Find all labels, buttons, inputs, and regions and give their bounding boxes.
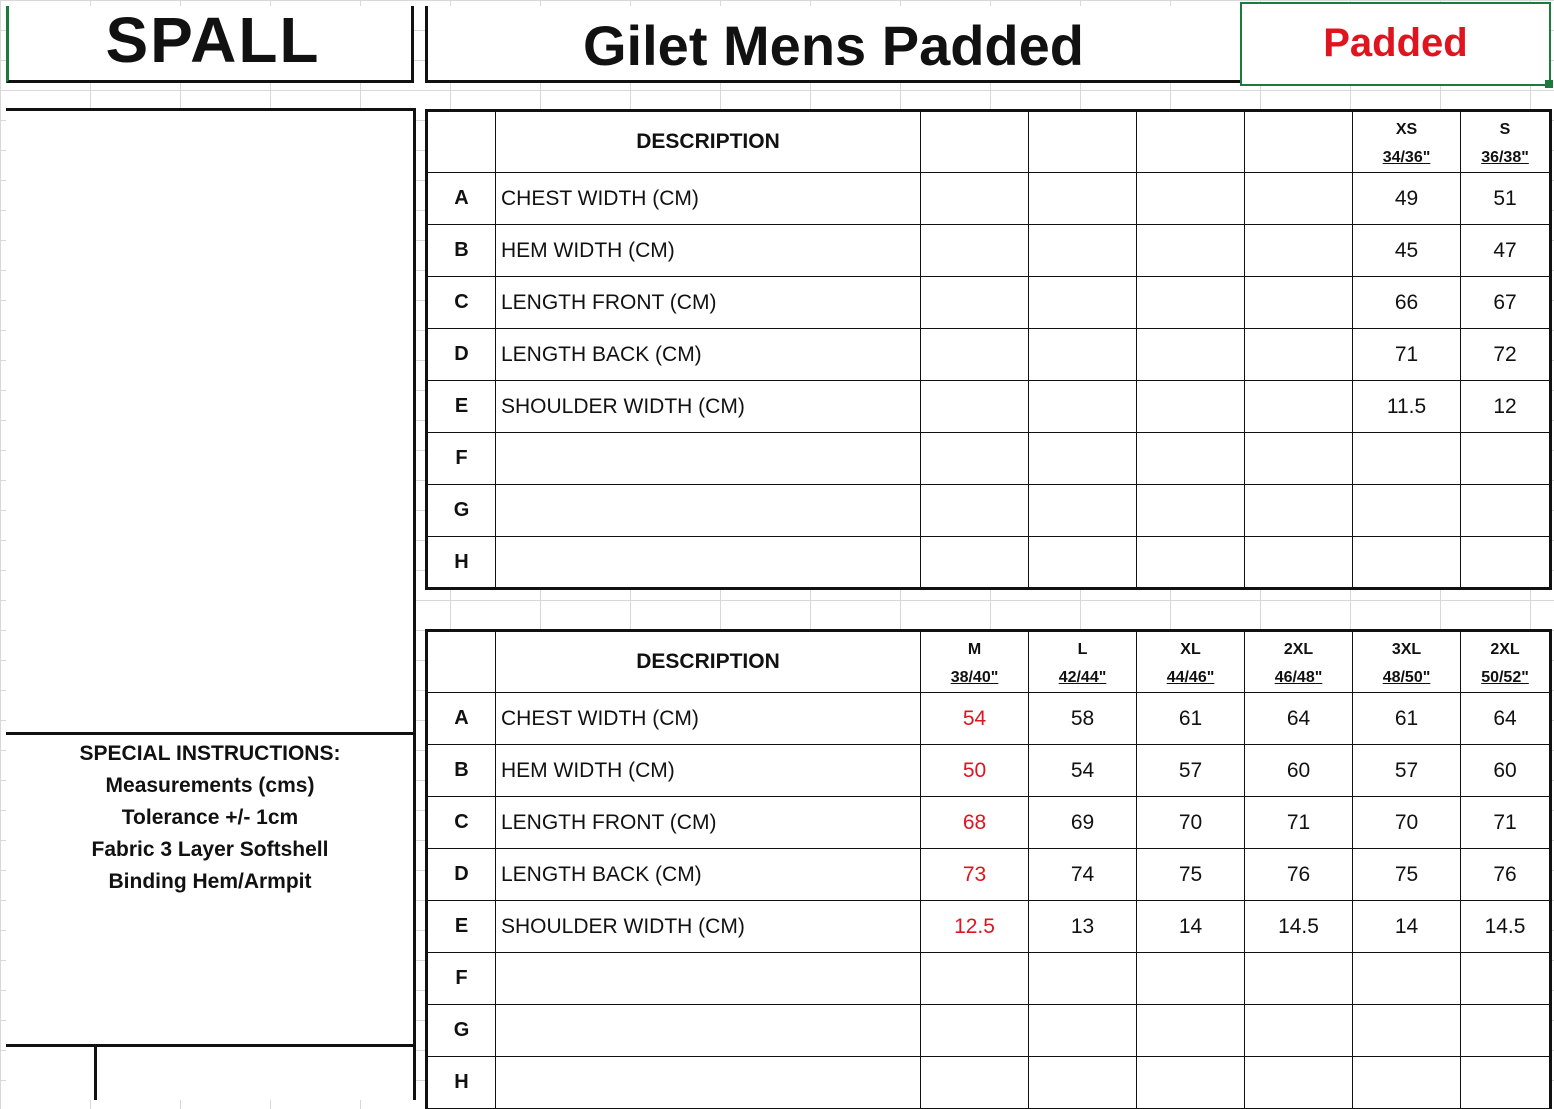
table-cell[interactable] <box>427 631 496 693</box>
measurement-cell[interactable]: 75 <box>1353 849 1461 901</box>
measurement-cell[interactable] <box>1029 1057 1137 1109</box>
row-description[interactable]: HEM WIDTH (CM) <box>496 225 921 277</box>
row-description[interactable] <box>496 433 921 485</box>
size-header[interactable] <box>1461 631 1551 693</box>
measurement-cell[interactable]: 12 <box>1461 381 1551 433</box>
instructions-heading: SPECIAL INSTRUCTIONS: <box>79 742 341 765</box>
row-description[interactable]: LENGTH BACK (CM) <box>496 849 921 901</box>
size-header[interactable] <box>921 111 1029 173</box>
measurement-cell[interactable] <box>1245 381 1353 433</box>
measurement-cell[interactable] <box>1353 1005 1461 1057</box>
fit-label: 36/38" <box>1481 149 1529 166</box>
table-row <box>427 277 1551 329</box>
fit-label: 48/50" <box>1382 669 1431 686</box>
measurement-cell[interactable] <box>1137 225 1245 277</box>
row-letter[interactable]: D <box>427 329 496 381</box>
description-header[interactable]: DESCRIPTION <box>496 111 921 173</box>
special-instructions <box>6 738 414 898</box>
measurement-cell[interactable] <box>1029 1005 1137 1057</box>
measurement-cell[interactable]: 71 <box>1461 797 1551 849</box>
size-header[interactable] <box>1029 111 1137 173</box>
row-letter[interactable]: E <box>427 901 496 953</box>
row-description[interactable] <box>496 953 921 1005</box>
table-row <box>427 901 1551 953</box>
table-row <box>427 381 1551 433</box>
measurement-cell[interactable] <box>1137 433 1245 485</box>
measurement-cell[interactable] <box>921 225 1029 277</box>
table-row <box>427 433 1551 485</box>
size-table-large <box>425 629 1552 1109</box>
instruction-line: Measurements (cms) <box>105 774 315 797</box>
table-row <box>427 329 1551 381</box>
measurement-cell[interactable] <box>1029 537 1137 589</box>
size-header[interactable] <box>1137 111 1245 173</box>
measurement-cell[interactable] <box>921 173 1029 225</box>
table-row <box>427 693 1551 745</box>
logo-text: SPALL <box>105 10 321 70</box>
measurement-cell[interactable] <box>1029 173 1137 225</box>
measurement-cell[interactable]: 45 <box>1353 225 1461 277</box>
measurement-cell[interactable] <box>1137 329 1245 381</box>
row-letter[interactable]: B <box>427 745 496 797</box>
row-letter[interactable]: F <box>427 433 496 485</box>
measurement-cell[interactable]: 76 <box>1245 849 1353 901</box>
measurement-cell[interactable]: 14 <box>1353 901 1461 953</box>
table-row <box>427 1057 1551 1109</box>
measurement-cell[interactable]: 14 <box>1137 901 1245 953</box>
measurement-cell[interactable] <box>1137 953 1245 1005</box>
divider <box>6 732 416 735</box>
table-header-row <box>427 631 1551 693</box>
measurement-cell[interactable]: 70 <box>1137 797 1245 849</box>
instruction-line: Tolerance +/- 1cm <box>121 806 299 829</box>
measurement-cell[interactable] <box>1245 485 1353 537</box>
padded-tag: Padded <box>1323 21 1468 65</box>
measurement-cell[interactable]: 60 <box>1245 745 1353 797</box>
table-row <box>427 953 1551 1005</box>
measurement-cell[interactable] <box>1137 1057 1245 1109</box>
size-header[interactable] <box>1245 631 1353 693</box>
size-label: 2XL <box>1490 641 1520 658</box>
row-letter[interactable]: E <box>427 381 496 433</box>
row-description[interactable]: CHEST WIDTH (CM) <box>496 173 921 225</box>
measurement-cell[interactable] <box>1137 381 1245 433</box>
fit-label: 50/52" <box>1481 669 1529 686</box>
size-header[interactable] <box>1461 111 1551 173</box>
measurement-cell[interactable] <box>1461 537 1551 589</box>
measurement-cell[interactable]: 54 <box>921 693 1029 745</box>
measurement-cell[interactable] <box>1137 1005 1245 1057</box>
table-row <box>427 745 1551 797</box>
row-description[interactable]: LENGTH FRONT (CM) <box>496 277 921 329</box>
table-header-row <box>427 111 1551 173</box>
table-row <box>427 537 1551 589</box>
measurement-cell[interactable] <box>1245 1005 1353 1057</box>
measurement-cell[interactable] <box>1245 225 1353 277</box>
measurement-cell[interactable]: 12.5 <box>921 901 1029 953</box>
measurement-cell[interactable] <box>1245 329 1353 381</box>
measurement-cell[interactable] <box>1353 485 1461 537</box>
measurement-cell[interactable] <box>1245 537 1353 589</box>
fill-handle[interactable] <box>1545 80 1553 88</box>
measurement-cell[interactable] <box>1461 1057 1551 1109</box>
size-label: XS <box>1395 121 1418 138</box>
row-description[interactable]: LENGTH BACK (CM) <box>496 329 921 381</box>
measurement-cell[interactable] <box>1461 953 1551 1005</box>
measurement-cell[interactable] <box>1137 485 1245 537</box>
row-description[interactable]: LENGTH FRONT (CM) <box>496 797 921 849</box>
fit-label: 46/48" <box>1274 669 1323 686</box>
measurement-cell[interactable] <box>1029 329 1137 381</box>
measurement-cell[interactable] <box>1245 953 1353 1005</box>
measurement-cell[interactable] <box>1029 433 1137 485</box>
measurement-cell[interactable] <box>1353 953 1461 1005</box>
row-description[interactable] <box>496 1005 921 1057</box>
measurement-cell[interactable] <box>921 953 1029 1005</box>
table-row <box>427 485 1551 537</box>
table-row <box>427 173 1551 225</box>
measurement-cell[interactable]: 58 <box>1029 693 1137 745</box>
measurement-cell[interactable] <box>1245 1057 1353 1109</box>
size-label: S <box>1499 121 1511 138</box>
measurement-cell[interactable]: 73 <box>921 849 1029 901</box>
spall-logo <box>38 10 388 70</box>
measurement-cell[interactable] <box>921 381 1029 433</box>
row-letter[interactable]: H <box>427 1057 496 1109</box>
measurement-cell[interactable] <box>1245 433 1353 485</box>
measurement-cell[interactable]: 64 <box>1245 693 1353 745</box>
measurement-cell[interactable] <box>921 485 1029 537</box>
measurement-cell[interactable]: 11.5 <box>1353 381 1461 433</box>
fit-label: 42/44" <box>1058 669 1107 686</box>
measurement-cell[interactable]: 67 <box>1461 277 1551 329</box>
divider <box>94 1044 97 1100</box>
measurement-cell[interactable] <box>921 329 1029 381</box>
size-header[interactable] <box>1353 111 1461 173</box>
measurement-cell[interactable]: 49 <box>1353 173 1461 225</box>
row-letter[interactable]: A <box>427 173 496 225</box>
measurement-cell[interactable] <box>921 1005 1029 1057</box>
measurement-cell[interactable] <box>1029 277 1137 329</box>
row-description[interactable]: SHOULDER WIDTH (CM) <box>496 901 921 953</box>
measurement-cell[interactable]: 71 <box>1353 329 1461 381</box>
measurement-cell[interactable]: 66 <box>1353 277 1461 329</box>
measurement-cell[interactable]: 61 <box>1137 693 1245 745</box>
measurement-cell[interactable]: 71 <box>1245 797 1353 849</box>
measurement-cell[interactable] <box>1137 173 1245 225</box>
measurement-cell[interactable] <box>1029 485 1137 537</box>
measurement-cell[interactable]: 70 <box>1353 797 1461 849</box>
instruction-line: Binding Hem/Armpit <box>108 870 312 893</box>
measurement-cell[interactable]: 13 <box>1029 901 1137 953</box>
instruction-line: Fabric 3 Layer Softshell <box>91 838 329 861</box>
fit-label: 44/46" <box>1166 669 1215 686</box>
measurement-cell[interactable] <box>1353 1057 1461 1109</box>
size-label: XL <box>1180 641 1201 658</box>
measurement-cell[interactable]: 57 <box>1353 745 1461 797</box>
measurement-cell[interactable]: 54 <box>1029 745 1137 797</box>
measurement-cell[interactable]: 75 <box>1137 849 1245 901</box>
image-panel <box>6 108 416 1100</box>
page-title: Gilet Mens Padded <box>583 14 1084 77</box>
row-letter[interactable]: H <box>427 537 496 589</box>
measurement-cell[interactable]: 69 <box>1029 797 1137 849</box>
fit-label: 34/36" <box>1382 149 1431 166</box>
measurement-cell[interactable] <box>1461 433 1551 485</box>
measurement-cell[interactable] <box>921 537 1029 589</box>
measurement-cell[interactable] <box>1137 537 1245 589</box>
row-letter[interactable]: G <box>427 485 496 537</box>
size-label: M <box>967 641 982 658</box>
description-header[interactable]: DESCRIPTION <box>496 631 921 693</box>
measurement-cell[interactable] <box>921 277 1029 329</box>
measurement-cell[interactable]: 61 <box>1353 693 1461 745</box>
size-header[interactable] <box>1029 631 1137 693</box>
size-table-small <box>425 109 1552 590</box>
measurement-cell[interactable] <box>1353 433 1461 485</box>
measurement-cell[interactable] <box>921 433 1029 485</box>
size-header[interactable] <box>921 631 1029 693</box>
measurement-cell[interactable]: 60 <box>1461 745 1551 797</box>
table-row <box>427 849 1551 901</box>
measurement-cell[interactable]: 47 <box>1461 225 1551 277</box>
row-letter[interactable]: B <box>427 225 496 277</box>
row-description[interactable] <box>496 537 921 589</box>
row-letter[interactable]: F <box>427 953 496 1005</box>
size-label: 3XL <box>1391 641 1422 658</box>
measurement-cell[interactable] <box>1353 537 1461 589</box>
measurement-cell[interactable] <box>1029 953 1137 1005</box>
measurement-cell[interactable]: 14.5 <box>1245 901 1353 953</box>
row-description[interactable]: CHEST WIDTH (CM) <box>496 693 921 745</box>
measurement-cell[interactable] <box>1245 173 1353 225</box>
size-header[interactable] <box>1137 631 1245 693</box>
measurement-cell[interactable]: 72 <box>1461 329 1551 381</box>
measurement-cell[interactable] <box>1029 381 1137 433</box>
measurement-cell[interactable] <box>1461 485 1551 537</box>
measurement-cell[interactable]: 51 <box>1461 173 1551 225</box>
measurement-cell[interactable] <box>1137 277 1245 329</box>
size-label: L <box>1077 641 1088 658</box>
row-letter[interactable]: G <box>427 1005 496 1057</box>
row-letter[interactable]: A <box>427 693 496 745</box>
row-letter[interactable]: C <box>427 277 496 329</box>
size-header[interactable] <box>1245 111 1353 173</box>
row-letter[interactable]: C <box>427 797 496 849</box>
row-description[interactable] <box>496 485 921 537</box>
measurement-cell[interactable]: 50 <box>921 745 1029 797</box>
divider <box>6 1044 416 1047</box>
measurement-cell[interactable] <box>1245 277 1353 329</box>
table-row <box>427 797 1551 849</box>
row-letter[interactable]: D <box>427 849 496 901</box>
measurement-cell[interactable]: 76 <box>1461 849 1551 901</box>
measurement-cell[interactable] <box>1029 225 1137 277</box>
size-label: 2XL <box>1283 641 1314 658</box>
table-cell[interactable] <box>427 111 496 173</box>
table-row <box>427 225 1551 277</box>
measurement-cell[interactable]: 74 <box>1029 849 1137 901</box>
fit-label: 38/40" <box>950 669 999 686</box>
measurement-cell[interactable]: 68 <box>921 797 1029 849</box>
measurement-cell[interactable]: 64 <box>1461 693 1551 745</box>
measurement-cell[interactable]: 57 <box>1137 745 1245 797</box>
measurement-cell[interactable] <box>921 1057 1029 1109</box>
row-description[interactable]: SHOULDER WIDTH (CM) <box>496 381 921 433</box>
row-description[interactable]: HEM WIDTH (CM) <box>496 745 921 797</box>
table-row <box>427 1005 1551 1057</box>
measurement-cell[interactable]: 14.5 <box>1461 901 1551 953</box>
size-header[interactable] <box>1353 631 1461 693</box>
row-description[interactable] <box>496 1057 921 1109</box>
measurement-cell[interactable] <box>1461 1005 1551 1057</box>
